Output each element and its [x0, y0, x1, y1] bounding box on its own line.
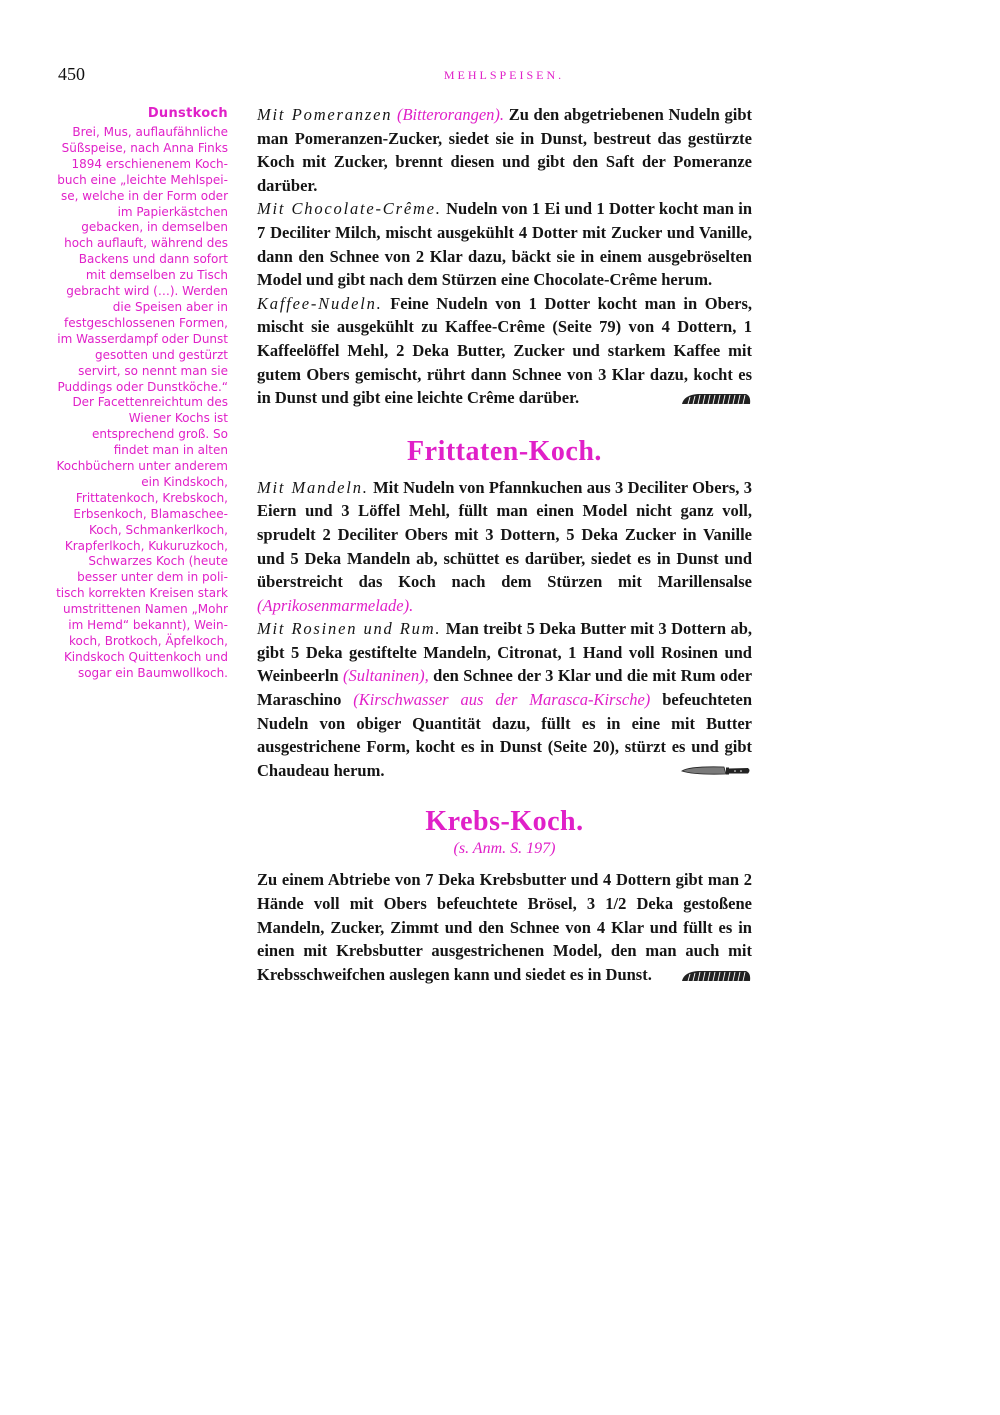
- recipe-kaffee-nudeln: [257, 292, 752, 410]
- recipe-body: Man treibt 5 Deka Butter mit 3 Dottern ab, gibt 5 Deka gestiftelte Mandeln, Citronat, 1 Hand voll Rosinen und Weinbeerln: [257, 619, 752, 686]
- knife-ornament-icon: [680, 765, 752, 777]
- recipe-krebs-koch: [257, 868, 752, 986]
- section-reference: (s. Anm. S. 197): [453, 840, 556, 858]
- running-head: MEHLSPEISEN.: [443, 68, 565, 82]
- comb-ornament-icon: [680, 392, 752, 406]
- comb-ornament-icon: [680, 969, 752, 983]
- sidebar-text: Brei, Mus, auflaufähnliche Süßspeise, nach Anna Finks 1894 erschienenem Kochbuch eine „leichte Mehlspeise, welche in der Form oder im Papierkästchen gebacken, in demselben hoch auflauft, während des Backens und dann sofort mit demselben zu Tisch gebracht wird (…). Werden die Speisen aber in festgeschlossenen Formen, im Wasserdampf oder Dunst gesotten und gestürzt servirt, so nennt man sie Puddings oder Dunstköche.“ Der Facettenreichtum des Wiener Kochs ist entsprechend groß. So findet man in alten Kochbüchern unter anderem ein Kindskoch, Frittatenkoch, Krebskoch, Erbsenkoch, Blamaschee-Koch, Schmankerlkoch, Krapferlkoch, Kukuruzkoch, Schwarzes Koch (heute besser unter dem in politisch korrekten Kreisen stark umstrittenen Namen „Mohr im Hemd“ bekannt), Weinkoch, Brotkoch, Äpfelkoch, Kindskoch Quittenkoch und sogar ein Baumwollkoch.: [56, 125, 228, 680]
- recipe-body: Zu den abgetriebenen Nudeln gibt man Pomeranzen-Zucker, siedet sie in Dunst, bestreut das gestürzte Koch mit Zucker, brennt diesen und gibt den Saft der Pomeranze darüber.: [257, 105, 753, 195]
- recipe-body: Zu einem Abtriebe von 7 Deka Krebsbutter und 4 Dottern gibt man 2 Hände voll mit Obers befeuchtete Brösel, 3 1/2 Deka gestoßene Mandeln, Zucker, Zimmt und den Schnee von 4 Klar und füllt es in einen mit Krebsbutter ausgestrichenen Model, den man auch mit Krebsschweifchen auslegen kann und siedet es in Dunst.: [257, 870, 752, 984]
- recipe-gloss: (Bitterorangen).: [396, 105, 505, 124]
- main-text: [257, 103, 752, 986]
- recipe-mit-mandeln: [257, 476, 752, 618]
- recipe-body: Mit Nudeln von Pfannkuchen aus 3 Deciliter Obers, 3 Eiern und 3 Löffel Mehl, füllt man einen Model nicht ganz voll, sprudelt 2 Deciliter Obers mit 3 Dottern, 5 Deka Zucker in Vanille und 5 Deka Mandeln ab, schüttet es darüber, siedet es in Dunst und überstreicht das Koch nach dem Stürzen mit Marillensalse: [257, 477, 753, 592]
- recipe-lead: Mit Chocolate-Crême.: [257, 199, 442, 219]
- recipe-body: Nudeln von 1 Ei und 1 Dotter kocht man in 7 Deciliter Milch, mischt ausgekühlt 4 Dotter mit Zucker und Vanille, dann den Schnee von 2 Klar dazu, bäckt sie in einem ausgebröselten Model und gibt nach dem Stürzen eine Chocolate-Crême herum.: [257, 199, 753, 290]
- sidebar-note: [56, 106, 228, 682]
- section-title-krebs: Krebs-Koch.: [425, 806, 584, 838]
- recipe-lead: Mit Pomeranzen: [257, 105, 393, 124]
- recipe-gloss: (Kirschwasser aus der Marasca-Kirsche): [353, 690, 651, 710]
- recipe-body: Feine Nudeln von 1 Dotter kocht man in Obers, mischt sie ausgekühlt zu Kaffee-Crême (Seite 79) von 4 Dottern, 1 Kaffeelöffel Mehl, 2 Deka Butter, Zucker und starkem Kaffee mit gutem Obers gemischt, rührt dann Schnee von 3 Klar dazu, kocht es in Dunst und gibt eine leichte Crême darüber.: [257, 293, 753, 408]
- recipe-lead: Mit Rosinen und Rum.: [257, 619, 442, 639]
- recipe-chocolate-creme: [257, 197, 752, 291]
- recipe-lead: Mit Mandeln.: [257, 477, 369, 497]
- sidebar-title: Dunstkoch: [147, 106, 228, 121]
- recipe-gloss: (Aprikosenmarmelade).: [257, 595, 414, 615]
- recipe-rosinen-rum: [257, 617, 752, 782]
- recipe-pomeranzen: [257, 103, 752, 197]
- section-title-frittaten: Frittaten-Koch.: [407, 435, 602, 467]
- recipe-body: den Schnee der 3 Klar und die mit Rum oder Maraschino: [257, 666, 753, 710]
- recipe-gloss: (Sultaninen),: [343, 666, 429, 686]
- recipe-lead: Kaffee-Nudeln.: [257, 293, 383, 313]
- recipe-body: befeuchteten Nudeln von obiger Quantität dazu, füllt es in eine mit Butter ausgestrichene Form, kocht es in Dunst (Seite 20), stürzt es und gibt Chaudeau herum.: [257, 690, 752, 780]
- page-number: 450: [58, 64, 85, 84]
